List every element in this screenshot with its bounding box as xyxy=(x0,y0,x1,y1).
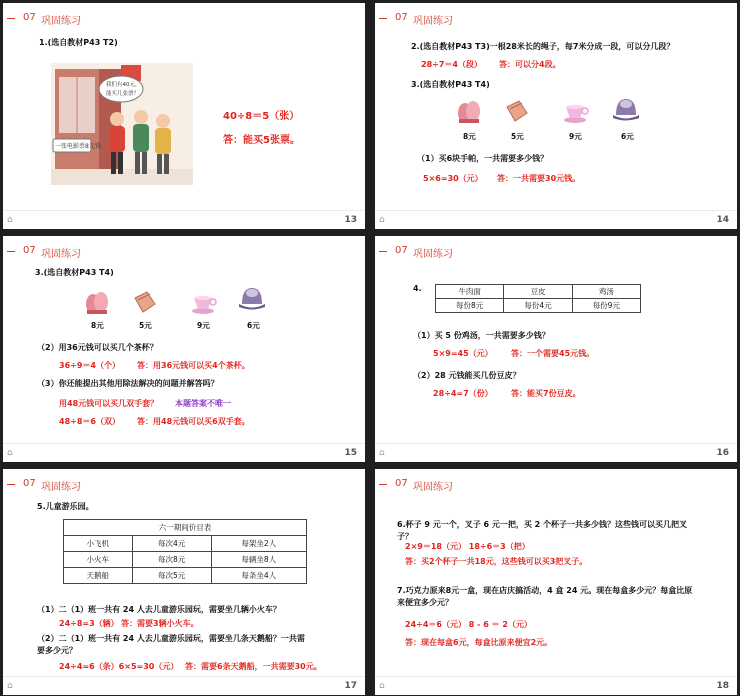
footer-rule xyxy=(375,210,737,211)
page-number: 18 xyxy=(716,681,729,691)
question-3-source: 3.(选自教材P43 T4) xyxy=(35,268,114,277)
q5-sub2-line2: 要多少元？ xyxy=(37,646,77,655)
sub2-equation: 36÷9＝4（个） xyxy=(59,361,120,370)
slide-header xyxy=(3,469,365,499)
speech-line-1: 我们有40元， xyxy=(106,82,141,88)
towel-icon xyxy=(133,290,157,314)
slide-16 xyxy=(375,236,737,462)
table-cell: 每次8元 xyxy=(132,552,211,568)
section-title: 巩固练习 xyxy=(41,482,81,493)
ticket-price-sign: 一张电影票8元钱 xyxy=(55,143,101,150)
section-number: 07 xyxy=(395,478,408,489)
speech-line-2: 能买几张票？ xyxy=(106,91,140,97)
question-3-source: 3.(选自教材P43 T4) xyxy=(411,80,490,89)
gloves-price: 8元 xyxy=(91,321,104,330)
slide-footer xyxy=(3,679,365,695)
home-icon[interactable]: ⌂ xyxy=(7,215,13,225)
table-cell: 鸡汤 xyxy=(572,285,640,299)
section-title: 巩固练习 xyxy=(413,249,453,260)
table-row xyxy=(64,568,307,584)
footer-rule xyxy=(3,210,365,211)
home-icon[interactable]: ⌂ xyxy=(379,215,385,225)
question-7-line1: 7.巧克力原来8元一盒，现在店庆搞活动，4 盒 24 元。现在每盒多少元？每盒比原 xyxy=(397,586,693,595)
section-number: 07 xyxy=(23,245,36,256)
table-cell: 每架坐2人 xyxy=(211,536,306,552)
question-7-line2: 来便宜多少元？ xyxy=(397,598,453,607)
q4-sub1: （1）买 5 份鸡汤，一共需要多少钱？ xyxy=(413,331,550,340)
q4-sub2: （2）28 元钱能买几份豆皮？ xyxy=(413,371,521,380)
q5-sub1: （1）二（1）班一共有 24 人去儿童游乐园玩，需要坐几辆小火车？ xyxy=(37,605,281,614)
teacup-icon xyxy=(563,103,589,123)
answer-sentence: 答：能买5张票。 xyxy=(223,135,300,146)
sub3-question: 用48元钱可以买几双手套？ xyxy=(59,399,159,408)
hat-icon xyxy=(611,95,641,123)
sub3-answer: 答：用48元钱可以买6双手套。 xyxy=(137,417,250,426)
table-title: 六一期间价目表 xyxy=(64,520,307,536)
page-number: 14 xyxy=(716,215,729,225)
section-number: 07 xyxy=(23,12,36,23)
page-number: 13 xyxy=(344,215,357,225)
sub1-equation: 5×6=30（元） xyxy=(423,174,483,183)
slide-header xyxy=(375,236,737,266)
home-icon[interactable]: ⌂ xyxy=(7,448,13,458)
slide-header xyxy=(375,3,737,33)
section-title: 巩固练习 xyxy=(413,482,453,493)
slide-footer xyxy=(375,679,737,695)
table-cell: 每条坐4人 xyxy=(211,568,306,584)
teacup-icon xyxy=(191,294,217,314)
q3-sub1: （1）买6块手帕，一共需要多少钱？ xyxy=(417,154,549,163)
sub3-note: 本题答案不唯一 xyxy=(175,399,231,408)
slide-footer xyxy=(375,446,737,462)
sub1-answer: 答：一个需要45元钱。 xyxy=(511,349,595,358)
question-6-line2: 子？ xyxy=(397,532,413,541)
section-number: 07 xyxy=(395,245,408,256)
table-cell: 每份9元 xyxy=(572,299,640,313)
sub2-equation: 24÷4=6（条）6×5=30（元） xyxy=(59,662,179,671)
slide-18 xyxy=(375,469,737,695)
slide-header xyxy=(3,236,365,266)
slide-header xyxy=(3,3,365,33)
header-bar xyxy=(379,251,387,252)
table-cell: 每份8元 xyxy=(436,299,504,313)
sub2-equation: 28÷4=7（份） xyxy=(433,389,493,398)
slide-13 xyxy=(3,3,365,229)
header-bar xyxy=(379,484,387,485)
sub2-answer: 答：能买7份豆皮。 xyxy=(511,389,581,398)
footer-rule xyxy=(375,443,737,444)
answer-equation: 40÷8＝5（张） xyxy=(223,111,300,122)
slide-14 xyxy=(375,3,737,229)
footer-rule xyxy=(3,676,365,677)
price-table xyxy=(435,284,641,313)
table-cell: 每份4元 xyxy=(504,299,572,313)
page-number: 17 xyxy=(344,681,357,691)
sub2-answer: 答：用36元钱可以买4个茶杯。 xyxy=(137,361,250,370)
q2-equation: 28÷7＝4（段） xyxy=(421,60,482,69)
q2-answer: 答：可以分4段。 xyxy=(499,60,561,69)
question-2: 2.(选自教材P43 T3)一根28米长的绳子，每7米分成一段，可以分几段？ xyxy=(411,42,675,51)
table-cell: 豆皮 xyxy=(504,285,572,299)
gloves-price: 8元 xyxy=(463,132,476,141)
q3-sub2: （2）用36元钱可以买几个茶杯？ xyxy=(37,343,158,352)
towel-icon xyxy=(505,99,529,123)
table-cell: 每次4元 xyxy=(132,536,211,552)
section-title: 巩固练习 xyxy=(41,16,81,27)
table-row xyxy=(436,285,641,299)
slide-header xyxy=(375,469,737,499)
home-icon[interactable]: ⌂ xyxy=(7,681,13,691)
question-6-line1: 6.杯子 9 元一个，叉子 6 元一把，买 2 个杯子一共多少钱？这些钱可以买几把叉 xyxy=(397,520,688,529)
gloves-icon xyxy=(85,288,109,316)
question-5: 5.儿童游乐园。 xyxy=(37,502,94,511)
q6-answer: 答：买2个杯子一共18元，这些钱可以买3把叉子。 xyxy=(405,557,588,566)
sub3-equation: 48÷8＝6（双） xyxy=(59,417,120,426)
table-cell: 小飞机 xyxy=(64,536,133,552)
slide-footer xyxy=(3,446,365,462)
header-bar xyxy=(7,251,15,252)
table-cell: 小火车 xyxy=(64,552,133,568)
hat-price: 6元 xyxy=(247,321,260,330)
q3-sub3: （3）你还能提出其他用除法解决的问题并解答吗？ xyxy=(37,379,219,388)
table-title-row xyxy=(64,520,307,536)
table-cell: 每次5元 xyxy=(132,568,211,584)
home-icon[interactable]: ⌂ xyxy=(379,448,385,458)
table-row xyxy=(64,536,307,552)
slide-17 xyxy=(3,469,365,695)
q7-answer: 答：现在每盒6元，每盒比原来便宜2元。 xyxy=(405,638,553,647)
section-title: 巩固练习 xyxy=(413,16,453,27)
header-bar xyxy=(379,18,387,19)
q7-equation: 24÷4＝6（元） 8 - 6 ＝ 2（元） xyxy=(405,620,532,629)
table-cell: 每辆坐8人 xyxy=(211,552,306,568)
table-cell: 天鹅船 xyxy=(64,568,133,584)
table-row xyxy=(436,299,641,313)
towel-price: 5元 xyxy=(511,132,524,141)
footer-rule xyxy=(375,676,737,677)
teacup-price: 9元 xyxy=(569,132,582,141)
teacup-price: 9元 xyxy=(197,321,210,330)
home-icon[interactable]: ⌂ xyxy=(379,681,385,691)
table-cell: 牛肉面 xyxy=(436,285,504,299)
sub1-answer: 答：需要3辆小火车。 xyxy=(121,619,199,628)
cinema-illustration xyxy=(51,63,193,185)
slide-footer xyxy=(375,213,737,229)
header-bar xyxy=(7,484,15,485)
question-4-number: 4. xyxy=(413,284,422,293)
slide-footer xyxy=(3,213,365,229)
page-number: 15 xyxy=(344,448,357,458)
q5-sub2-line1: （2）二（1）班一共有 24 人去儿童游乐园玩，需要坐几条天鹅船？一共需 xyxy=(37,634,305,643)
slide-15 xyxy=(3,236,365,462)
section-number: 07 xyxy=(23,478,36,489)
sub1-answer: 答：一共需要30元钱。 xyxy=(497,174,581,183)
section-title: 巩固练习 xyxy=(41,249,81,260)
sub1-equation: 5×9=45（元） xyxy=(433,349,493,358)
sub2-answer: 答：需要6条天鹅船，一共需要30元。 xyxy=(185,662,322,671)
towel-price: 5元 xyxy=(139,321,152,330)
q6-equation: 2×9＝18（元） 18÷6＝3（把） xyxy=(405,542,530,551)
table-row xyxy=(64,552,307,568)
footer-rule xyxy=(3,443,365,444)
sub1-equation: 24÷8=3（辆） xyxy=(59,619,119,628)
hat-price: 6元 xyxy=(621,132,634,141)
question-source: 1.(选自教材P43 T2) xyxy=(39,38,118,47)
hat-icon xyxy=(237,284,267,312)
gloves-icon xyxy=(457,97,481,125)
amusement-price-table xyxy=(63,519,307,584)
header-bar xyxy=(7,18,15,19)
section-number: 07 xyxy=(395,12,408,23)
page-number: 16 xyxy=(716,448,729,458)
